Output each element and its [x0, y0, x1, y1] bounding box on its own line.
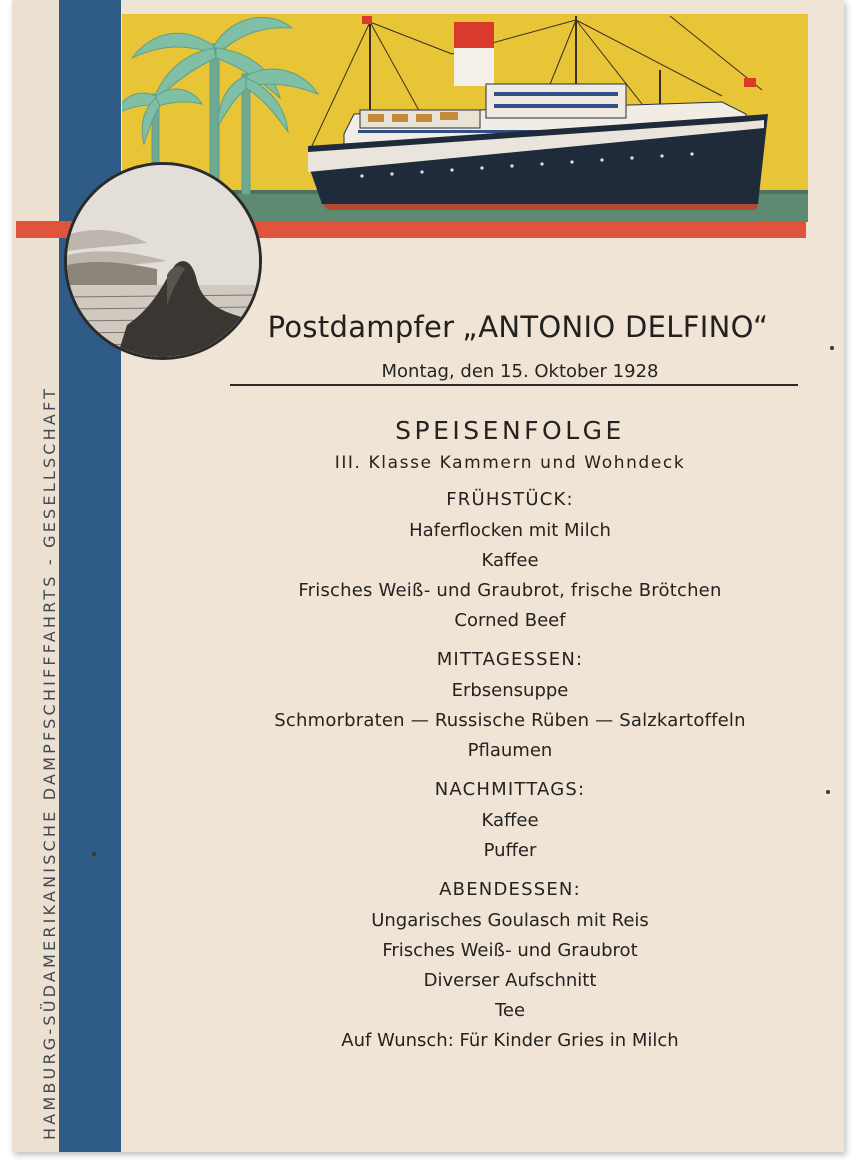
menu-item: Corned Beef	[454, 610, 566, 631]
section-heading-abendessen: ABENDESSEN:	[439, 879, 581, 900]
menu-item: Auf Wunsch: Für Kinder Gries in Milch	[341, 1030, 679, 1051]
section-heading-fruehstueck: FRÜHSTÜCK:	[446, 489, 574, 510]
menu-item: Kaffee	[481, 550, 539, 571]
menu-item: Kaffee	[481, 810, 539, 831]
menu-item: Frisches Weiß- und Graubrot	[382, 940, 638, 961]
ship-name: „ANTONIO DELFINO“	[462, 310, 769, 344]
menu-item: Tee	[494, 1000, 526, 1021]
company-name-vertical: HAMBURG-SÜDAMERIKANISCHE DAMPFSCHIFFFAHRTS - GESELLSCHAFT	[40, 385, 59, 1140]
section-heading-mittagessen: MITTAGESSEN:	[436, 649, 584, 670]
paper-speck	[826, 790, 830, 794]
section-heading-nachmittags: NACHMITTAGS:	[434, 779, 586, 800]
menu-item: Haferflocken mit Milch	[409, 520, 611, 541]
menu-card	[12, 0, 844, 1152]
menu-item: Erbsensuppe	[451, 680, 569, 701]
menu-item: Frisches Weiß- und Graubrot, frische Brötchen	[298, 580, 722, 601]
menu-item: Diverser Aufschnitt	[423, 970, 597, 991]
menu-body	[212, 412, 808, 1056]
menu-item: Puffer	[483, 840, 537, 861]
ship-title	[220, 310, 816, 344]
menu-item: Pflaumen	[467, 740, 553, 761]
ship-prefix: Postdampfer	[267, 310, 455, 344]
menu-item: Ungarisches Goulasch mit Reis	[371, 910, 649, 931]
menu-title: SPEISENFOLGE	[395, 416, 625, 445]
paper-speck	[92, 852, 96, 856]
paper-speck	[830, 346, 834, 350]
menu-item: Schmorbraten — Russische Rüben — Salzkartoffeln	[274, 710, 746, 731]
menu-date: Montag, den 15. Oktober 1928	[381, 361, 659, 382]
menu-subtitle: III. Klasse Kammern und Wohndeck	[334, 453, 686, 473]
side-strip	[12, 0, 58, 1152]
header-rule	[230, 384, 798, 386]
